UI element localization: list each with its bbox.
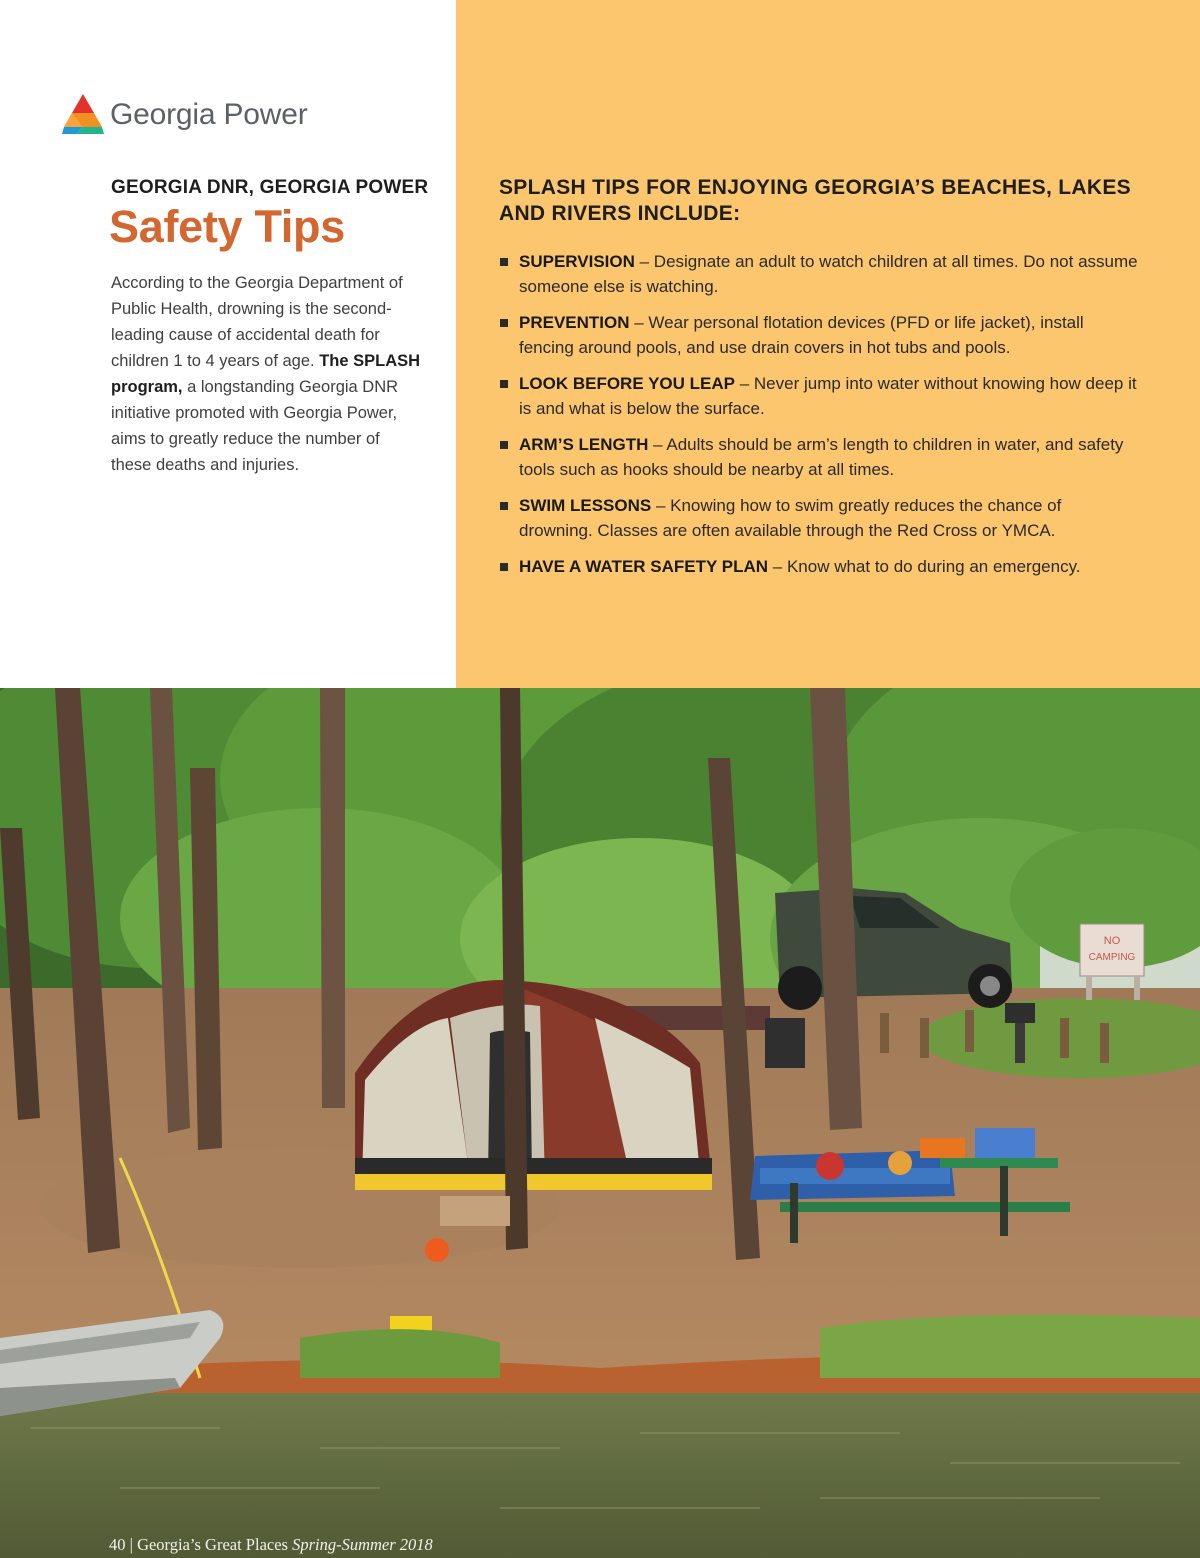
square-bullet-icon <box>500 563 508 571</box>
tip-name: SWIM LESSONS <box>519 496 652 515</box>
tip-name: ARM’S LENGTH <box>519 435 649 454</box>
article-title: Safety Tips <box>109 201 345 252</box>
page-footer <box>109 1535 433 1555</box>
splash-tips-list <box>499 249 1139 590</box>
issue-name: Spring-Summer 2018 <box>292 1535 433 1554</box>
tip-text: – Designate an adult to watch children at all times. Do not assume someone else is watching. <box>519 252 1138 296</box>
intro-bold-text: The SPLASH program, <box>111 352 421 396</box>
tip-text: – Knowing how to swim greatly reduces the chance of drowning. Classes are often available through the Red Cross or YMCA. <box>519 496 1062 540</box>
square-bullet-icon <box>500 380 508 388</box>
splash-tips-heading: SPLASH TIPS FOR ENJOYING GEORGIA’S BEACHES, LAKES AND RIVERS INCLUDE: <box>499 176 1131 225</box>
tip-name: LOOK BEFORE YOU LEAP <box>519 374 735 393</box>
footer-separator: | <box>129 1535 133 1554</box>
intro-text: According to the Georgia Department of Public Health, drowning is the second-leading cause of accidental death for children 1 to 4 years of age. <box>111 274 403 370</box>
publication-name: Georgia’s Great Places <box>137 1535 288 1554</box>
tip-text: – Wear personal flotation devices (PFD or life jacket), install fencing around pools, and use drain covers in hot tubs and pools. <box>519 313 1084 357</box>
square-bullet-icon <box>500 258 508 266</box>
square-bullet-icon <box>500 502 508 510</box>
campsite-illustration <box>0 688 1200 1558</box>
article-kicker: GEORGIA DNR, GEORGIA POWER <box>111 177 429 198</box>
square-bullet-icon <box>500 441 508 449</box>
tip-item <box>499 371 1139 421</box>
georgia-power-triangle-icon <box>62 94 104 134</box>
intro-text-end: a longstanding Georgia DNR initiative promoted with Georgia Power, aims to greatly reduce the number of these deaths and injuries. <box>111 378 399 474</box>
georgia-power-logo <box>62 94 322 138</box>
tip-text: – Never jump into water without knowing how deep it is and what is below the surface. <box>519 374 1137 418</box>
article-top-section <box>0 0 1200 688</box>
article-intro <box>111 270 421 478</box>
tip-text: – Know what to do during an emergency. <box>768 557 1081 576</box>
tip-name: HAVE A WATER SAFETY PLAN <box>519 557 769 576</box>
page-number: 40 <box>109 1535 126 1554</box>
square-bullet-icon <box>500 319 508 327</box>
sign-line-1: NO <box>1103 935 1121 947</box>
tip-name: SUPERVISION <box>519 252 635 271</box>
campsite-lakeshore-photo <box>0 688 1200 1558</box>
tip-item <box>499 432 1139 482</box>
article-intro-column <box>0 0 456 688</box>
tip-item <box>499 310 1139 360</box>
sign-line-2: CAMPING <box>1088 952 1136 963</box>
logo-text: Georgia Power <box>110 98 308 131</box>
tip-item <box>499 249 1139 299</box>
tip-text: – Adults should be arm’s length to children in water, and safety tools such as hooks should be nearby at all times. <box>519 435 1124 479</box>
tip-item <box>499 554 1139 579</box>
tip-name: PREVENTION <box>519 313 630 332</box>
tip-item <box>499 493 1139 543</box>
